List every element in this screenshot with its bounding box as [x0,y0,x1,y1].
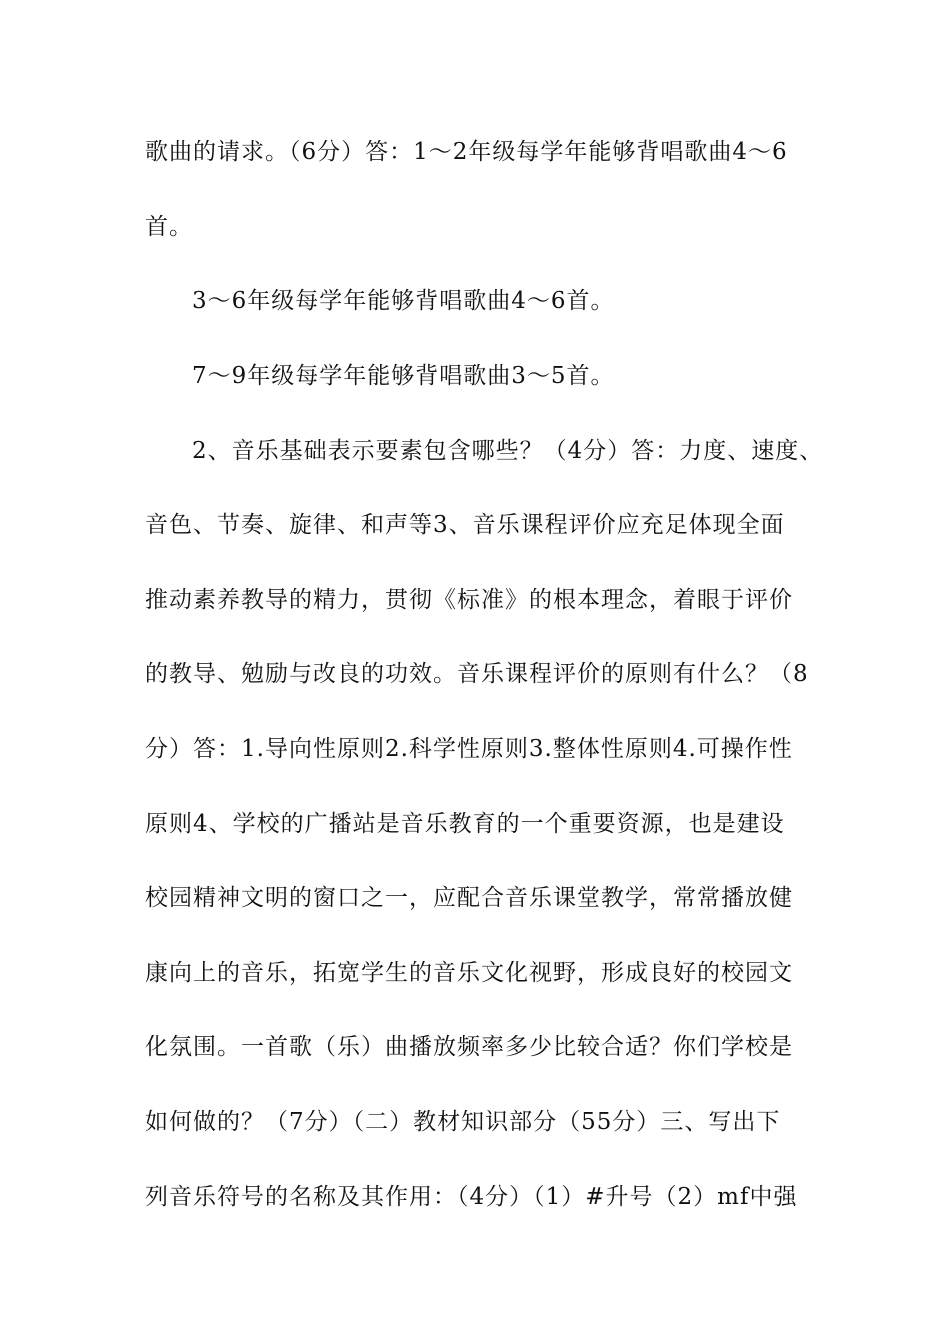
text-line: 原则4、学校的广播站是音乐教育的一个重要资源，也是建设 [145,811,785,837]
text-line: 如何做的？（7分）（二）教材知识部分（55分）三、写出下 [145,1109,781,1135]
text-line: 校园精神文明的窗口之一，应配合音乐课堂教学，常常播放健 [145,885,793,911]
text-line: 歌曲的请求。（6分）答：1～2年级每学年能够背唱歌曲4～6 [145,139,788,165]
text-line: 列音乐符号的名称及其作用：（4分）（1）#升号（2）mf中强 [145,1184,798,1210]
text-line: 推动素养教导的精力，贯彻《标准》的根本理念，着眼于评价 [145,587,793,613]
text-line: 3～6年级每学年能够背唱歌曲4～6首。 [192,288,615,314]
text-line: 康向上的音乐，拓宽学生的音乐文化视野，形成良好的校园文 [145,960,793,986]
text-line: 7～9年级每学年能够背唱歌曲3～5首。 [192,363,615,389]
text-line: 音色、节奏、旋律、和声等3、音乐课程评价应充足体现全面 [145,512,785,538]
text-line: 首。 [145,214,193,240]
text-line: 的教导、勉励与改良的功效。音乐课程评价的原则有什么？（8 [145,661,809,687]
text-line: 化氛围。一首歌（乐）曲播放频率多少比较合适？你们学校是 [145,1034,793,1060]
text-line: 2、音乐基础表示要素包含哪些？（4分）答：力度、速度、 [192,438,824,464]
text-line: 分）答：1.导向性原则2.科学性原则3.整体性原则4.可操作性 [145,736,793,762]
